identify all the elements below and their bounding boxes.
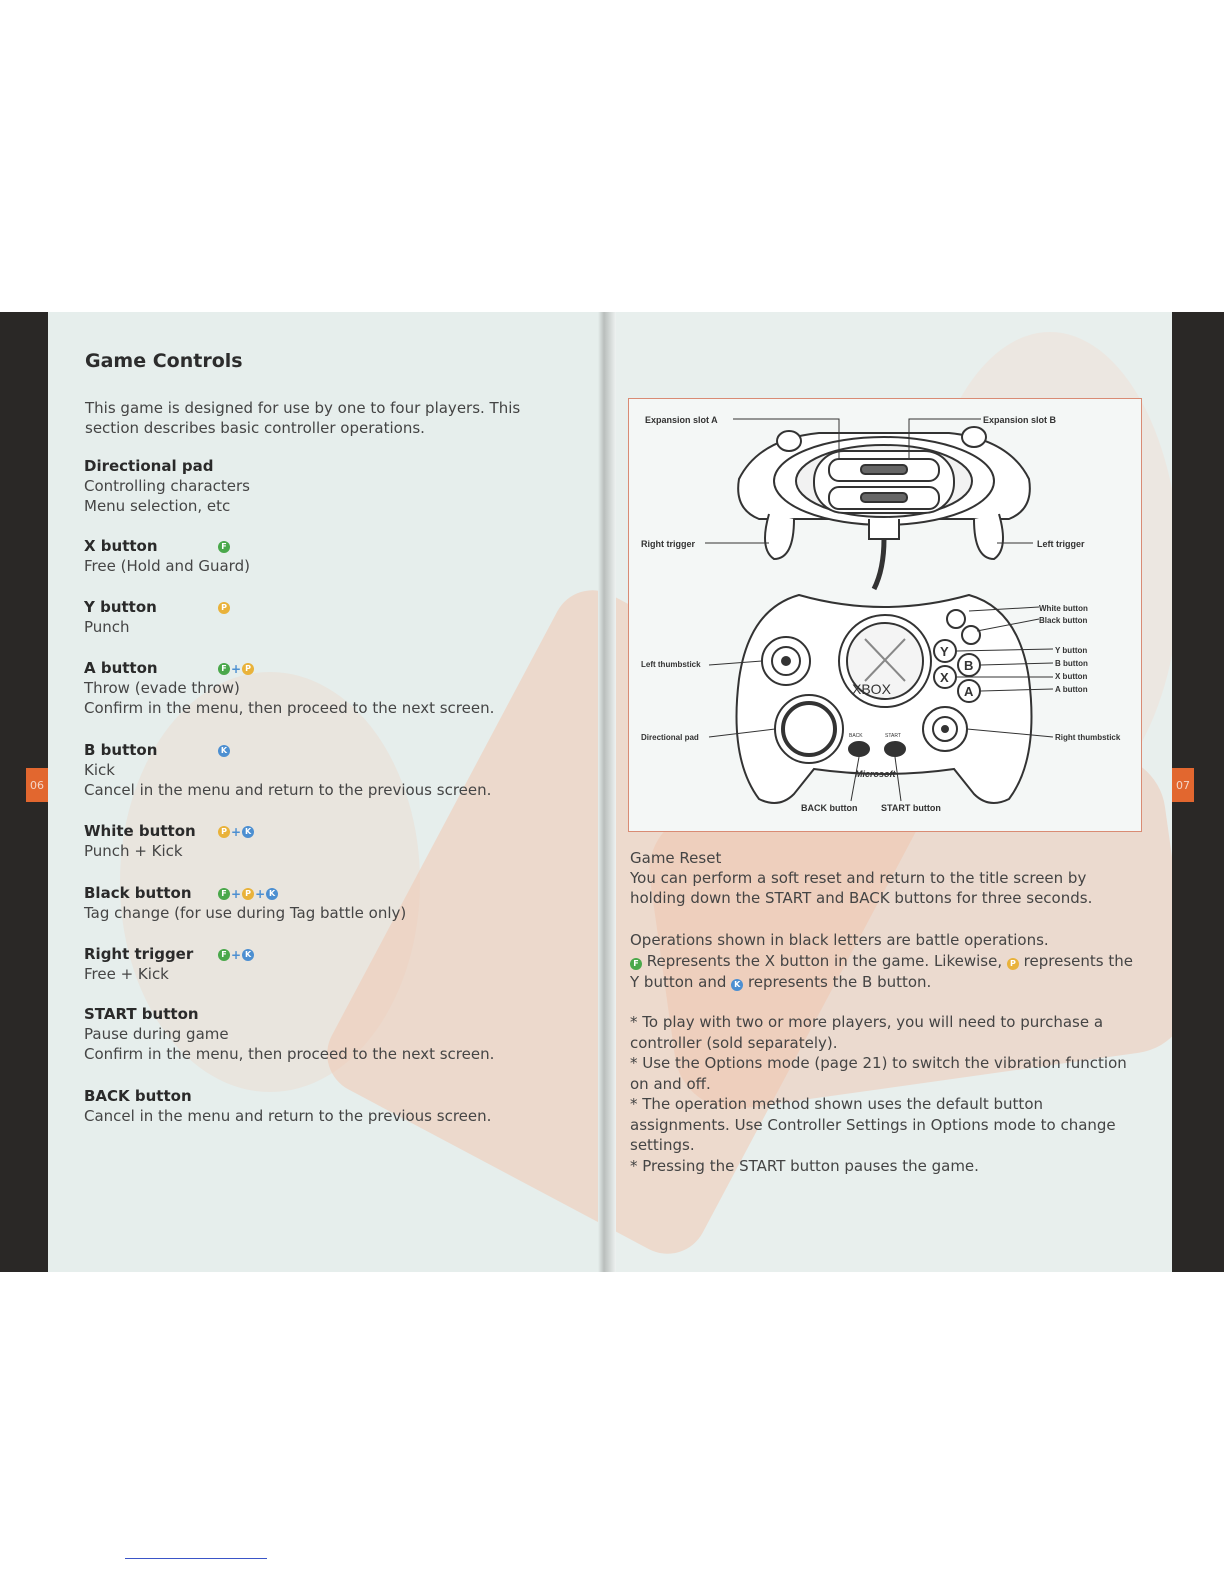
control-description: Confirm in the menu, then proceed to the next screen. (84, 699, 495, 717)
control-entry (84, 1004, 564, 1064)
page-number: 07 (1176, 778, 1190, 792)
page-number-tab (26, 768, 48, 802)
control-description: Free + Kick (84, 965, 169, 983)
kick-icon: K (242, 826, 254, 838)
control-description: Cancel in the menu and return to the previous screen. (84, 1107, 492, 1125)
kick-icon: K (242, 949, 254, 961)
free-icon: F (630, 958, 642, 970)
punch-icon: P (218, 602, 230, 614)
start-button-label: START button (881, 803, 941, 813)
svg-text:X: X (940, 670, 949, 685)
svg-text:Y: Y (940, 644, 949, 659)
control-name: Directional pad (84, 457, 214, 475)
x-button-label: X button (1055, 672, 1088, 681)
svg-text:B: B (964, 658, 974, 673)
right-thumbstick-label: Right thumbstick (1055, 733, 1121, 742)
free-icon: F (218, 541, 230, 553)
control-entry (84, 597, 564, 637)
controller-diagram (628, 398, 1142, 832)
xbox-logo-text: XBOX (852, 681, 891, 697)
control-name: START button (84, 1005, 199, 1023)
control-entry (84, 658, 564, 718)
control-description: Throw (evade throw) (84, 679, 240, 697)
operations-line: Operations shown in black letters are battle operations. (630, 931, 1049, 949)
button-icon-combo (218, 826, 254, 838)
controller-top-view (738, 427, 1030, 589)
control-description: Pause during game (84, 1025, 229, 1043)
control-entry (84, 1086, 564, 1126)
control-name: Black button (84, 884, 192, 902)
intro-text: This game is designed for use by one to four players. This section describes basic controller operations. (85, 399, 521, 437)
link-underline (125, 1558, 267, 1559)
operations-icon-explanation: F Represents the X button in the game. Likewise, P represents the Y button and K represents the B button. (630, 952, 1133, 991)
control-name: BACK button (84, 1087, 192, 1105)
plus-icon: + (231, 947, 242, 962)
page-number: 06 (30, 778, 44, 792)
button-icon-combo (218, 541, 230, 553)
plus-icon: + (231, 824, 242, 839)
plus-icon: + (255, 886, 266, 901)
control-name: B button (84, 741, 158, 759)
control-description: Controlling characters (84, 477, 250, 495)
back-button-label: BACK button (801, 803, 858, 813)
a-button-label: A button (1055, 685, 1088, 694)
kick-icon: K (218, 745, 230, 757)
control-entry (84, 536, 564, 576)
control-description: Confirm in the menu, then proceed to the next screen. (84, 1045, 495, 1063)
button-icon-combo (218, 663, 254, 675)
left-thumbstick-label: Left thumbstick (641, 660, 701, 669)
book-spine (598, 312, 616, 1272)
note-item: * The operation method shown uses the default button assignments. Use Controller Settings in Options mode to change settings. (630, 1095, 1116, 1154)
button-icon-combo (218, 888, 278, 900)
plus-icon: + (231, 886, 242, 901)
control-name: A button (84, 659, 158, 677)
free-icon: F (218, 663, 230, 675)
note-item: * To play with two or more players, you will need to purchase a controller (sold separately). (630, 1013, 1104, 1052)
page-number-tab (1172, 768, 1194, 802)
white-button-label: White button (1039, 604, 1088, 613)
back-small-label: BACK (849, 733, 863, 739)
punch-icon: P (242, 663, 254, 675)
control-name: Right trigger (84, 945, 194, 963)
control-entry (84, 821, 564, 861)
punch-icon: P (1007, 958, 1019, 970)
plus-icon: + (231, 661, 242, 676)
section-title: Game Controls (85, 350, 243, 372)
svg-text:A: A (964, 684, 974, 699)
operations-legend (630, 930, 1140, 993)
game-reset-section (630, 848, 1140, 908)
start-small-label: START (885, 733, 901, 739)
kick-icon: K (266, 888, 278, 900)
manual-spread (0, 312, 1224, 1272)
free-icon: F (218, 888, 230, 900)
y-button-label: Y button (1055, 646, 1088, 655)
button-icon-combo (218, 745, 230, 757)
game-reset-heading: Game Reset (630, 849, 722, 867)
control-description: Kick (84, 761, 115, 779)
notes-list (630, 1012, 1140, 1176)
black-button-label: Black button (1039, 616, 1088, 625)
control-description: Menu selection, etc (84, 497, 231, 515)
control-name: White button (84, 822, 196, 840)
control-entry (84, 944, 564, 984)
punch-icon: P (242, 888, 254, 900)
note-item: * Pressing the START button pauses the game. (630, 1156, 979, 1175)
punch-icon: P (218, 826, 230, 838)
control-name: Y button (84, 598, 157, 616)
button-icon-combo (218, 602, 230, 614)
expansion-slot-a-label: Expansion slot A (645, 415, 718, 425)
control-description: Punch + Kick (84, 842, 183, 860)
control-entry (84, 740, 564, 800)
expansion-slot-b-label: Expansion slot B (983, 415, 1057, 425)
free-icon: F (218, 949, 230, 961)
right-trigger-label: Right trigger (641, 539, 695, 549)
game-reset-text: You can perform a soft reset and return to the title screen by holding down the START and BACK buttons for three seconds. (630, 869, 1093, 907)
directional-pad-label: Directional pad (641, 733, 699, 742)
kick-icon: K (731, 979, 743, 991)
b-button-label: B button (1055, 659, 1088, 668)
control-description: Punch (84, 618, 130, 636)
control-name: X button (84, 537, 158, 555)
microsoft-logo-text: Microsoft (855, 769, 896, 779)
left-trigger-label: Left trigger (1037, 539, 1085, 549)
control-description: Tag change (for use during Tag battle only) (84, 904, 407, 922)
control-description: Cancel in the menu and return to the previous screen. (84, 781, 492, 799)
note-item: * Use the Options mode (page 21) to switch the vibration function on and off. (630, 1054, 1127, 1093)
button-icon-combo (218, 949, 254, 961)
control-entry (84, 883, 564, 923)
control-entry (84, 456, 564, 516)
control-description: Free (Hold and Guard) (84, 557, 250, 575)
